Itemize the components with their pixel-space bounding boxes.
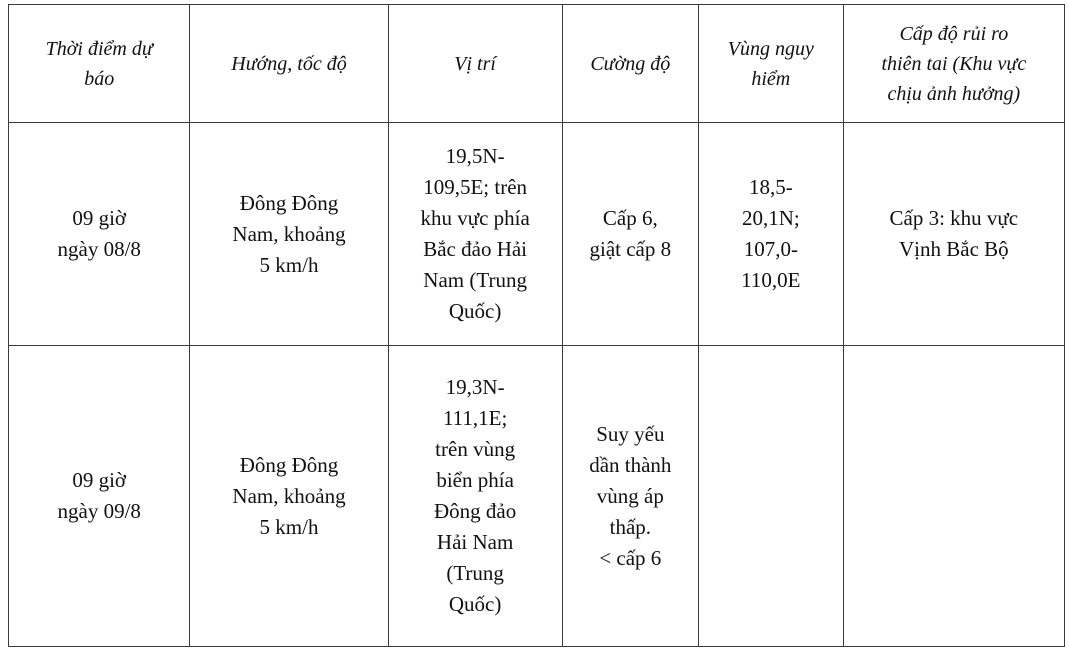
header-danger-zone: Vùng nguy hiểm (698, 5, 843, 123)
cell-danger-zone (698, 346, 843, 647)
cell-position: 19,3N- 111,1E; trên vùng biển phía Đông đảo Hải Nam (Trung Quốc) (388, 346, 562, 647)
table-header-row (9, 5, 1065, 123)
cell-position: 19,5N- 109,5E; trên khu vực phía Bắc đảo Hải Nam (Trung Quốc) (388, 123, 562, 346)
header-risk-level: Cấp độ rủi ro thiên tai (Khu vực chịu ảnh hưởng) (843, 5, 1064, 123)
cell-risk-level: Cấp 3: khu vực Vịnh Bắc Bộ (843, 123, 1064, 346)
cell-direction-speed: Đông Đông Nam, khoảng 5 km/h (190, 346, 388, 647)
cell-forecast-time: 09 giờ ngày 08/8 (9, 123, 190, 346)
header-forecast-time: Thời điểm dự báo (9, 5, 190, 123)
cell-risk-level (843, 346, 1064, 647)
header-position: Vị trí (388, 5, 562, 123)
cell-intensity: Suy yếu dần thành vùng áp thấp. < cấp 6 (562, 346, 698, 647)
table-row (9, 123, 1065, 346)
cell-direction-speed: Đông Đông Nam, khoảng 5 km/h (190, 123, 388, 346)
table-row (9, 346, 1065, 647)
forecast-table-container (8, 4, 1065, 647)
cell-intensity: Cấp 6, giật cấp 8 (562, 123, 698, 346)
cell-danger-zone: 18,5- 20,1N; 107,0- 110,0E (698, 123, 843, 346)
cell-forecast-time: 09 giờ ngày 09/8 (9, 346, 190, 647)
forecast-table (8, 4, 1065, 647)
header-direction-speed: Hướng, tốc độ (190, 5, 388, 123)
header-intensity: Cường độ (562, 5, 698, 123)
